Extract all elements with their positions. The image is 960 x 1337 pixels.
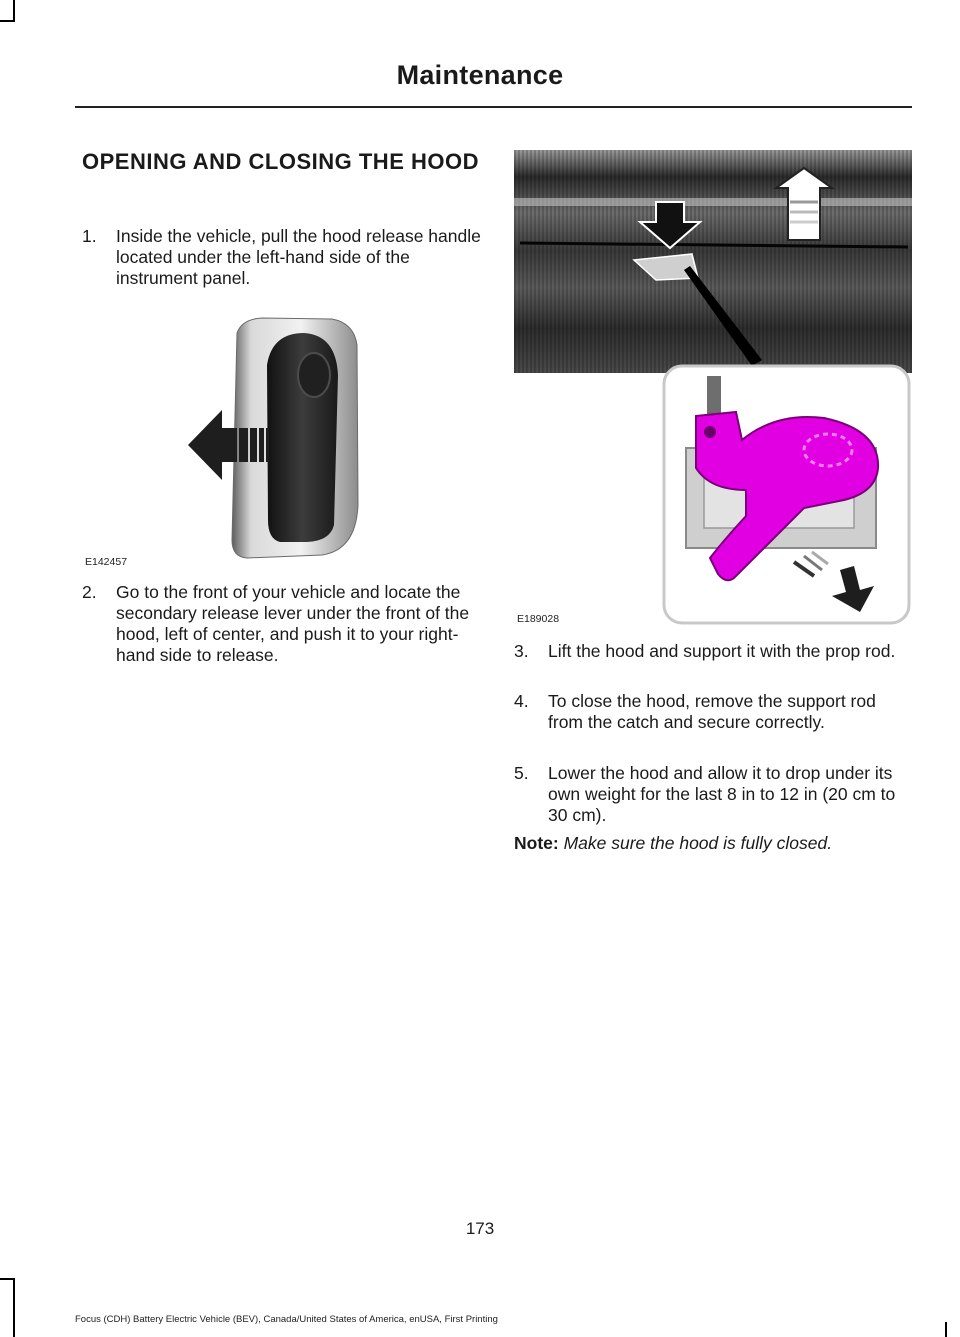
page-number: 173 (465, 1219, 495, 1238)
step-text: To close the hood, remove the support rod from the catch and secure correctly. (548, 691, 876, 732)
step-3 (514, 641, 914, 662)
crop-mark-bottom-left-h (0, 1278, 15, 1280)
note-label: Note: (514, 833, 559, 853)
crop-mark-bottom-right-v (945, 1322, 947, 1337)
step-number: 2. (82, 582, 97, 602)
step-number: 4. (514, 691, 529, 711)
secondary-release-illustration (514, 150, 912, 628)
step-number: 3. (514, 641, 529, 661)
crop-mark-top-left-v (13, 0, 15, 22)
crop-mark-top-left-h (0, 20, 15, 22)
hood-release-handle-illustration (82, 305, 482, 570)
page-header-title: Maintenance (396, 60, 564, 90)
secondary-release-lever-figure (514, 150, 912, 628)
step-text: Inside the vehicle, pull the hood release handle located under the left-hand side of the instrument panel. (116, 226, 481, 288)
figure-code: E142457 (85, 556, 128, 568)
footer-text: Focus (CDH) Battery Electric Vehicle (BEV), Canada/United States of America, enUSA, First Printing (75, 1314, 498, 1325)
figure-code: E189028 (517, 613, 560, 625)
note (514, 833, 914, 854)
hood-release-handle-figure (82, 305, 482, 570)
note-text: Make sure the hood is fully closed. (563, 833, 833, 853)
crop-mark-bottom-left-v (13, 1278, 15, 1337)
step-text: Go to the front of your vehicle and locate the secondary release lever under the front of the hood, left of center, and push it to your right-hand side to release. (116, 582, 470, 665)
step-number: 1. (82, 226, 97, 246)
step-4 (514, 691, 914, 733)
step-2 (82, 582, 482, 666)
step-5 (514, 763, 914, 826)
section-title: OPENING AND CLOSING THE HOOD (82, 149, 479, 174)
step-number: 5. (514, 763, 529, 783)
step-text: Lower the hood and allow it to drop under its own weight for the last 8 in to 12 in (20 cm to 30 cm). (548, 763, 896, 825)
header-rule (75, 106, 912, 108)
step-1 (82, 226, 482, 289)
step-text: Lift the hood and support it with the prop rod. (548, 641, 896, 661)
